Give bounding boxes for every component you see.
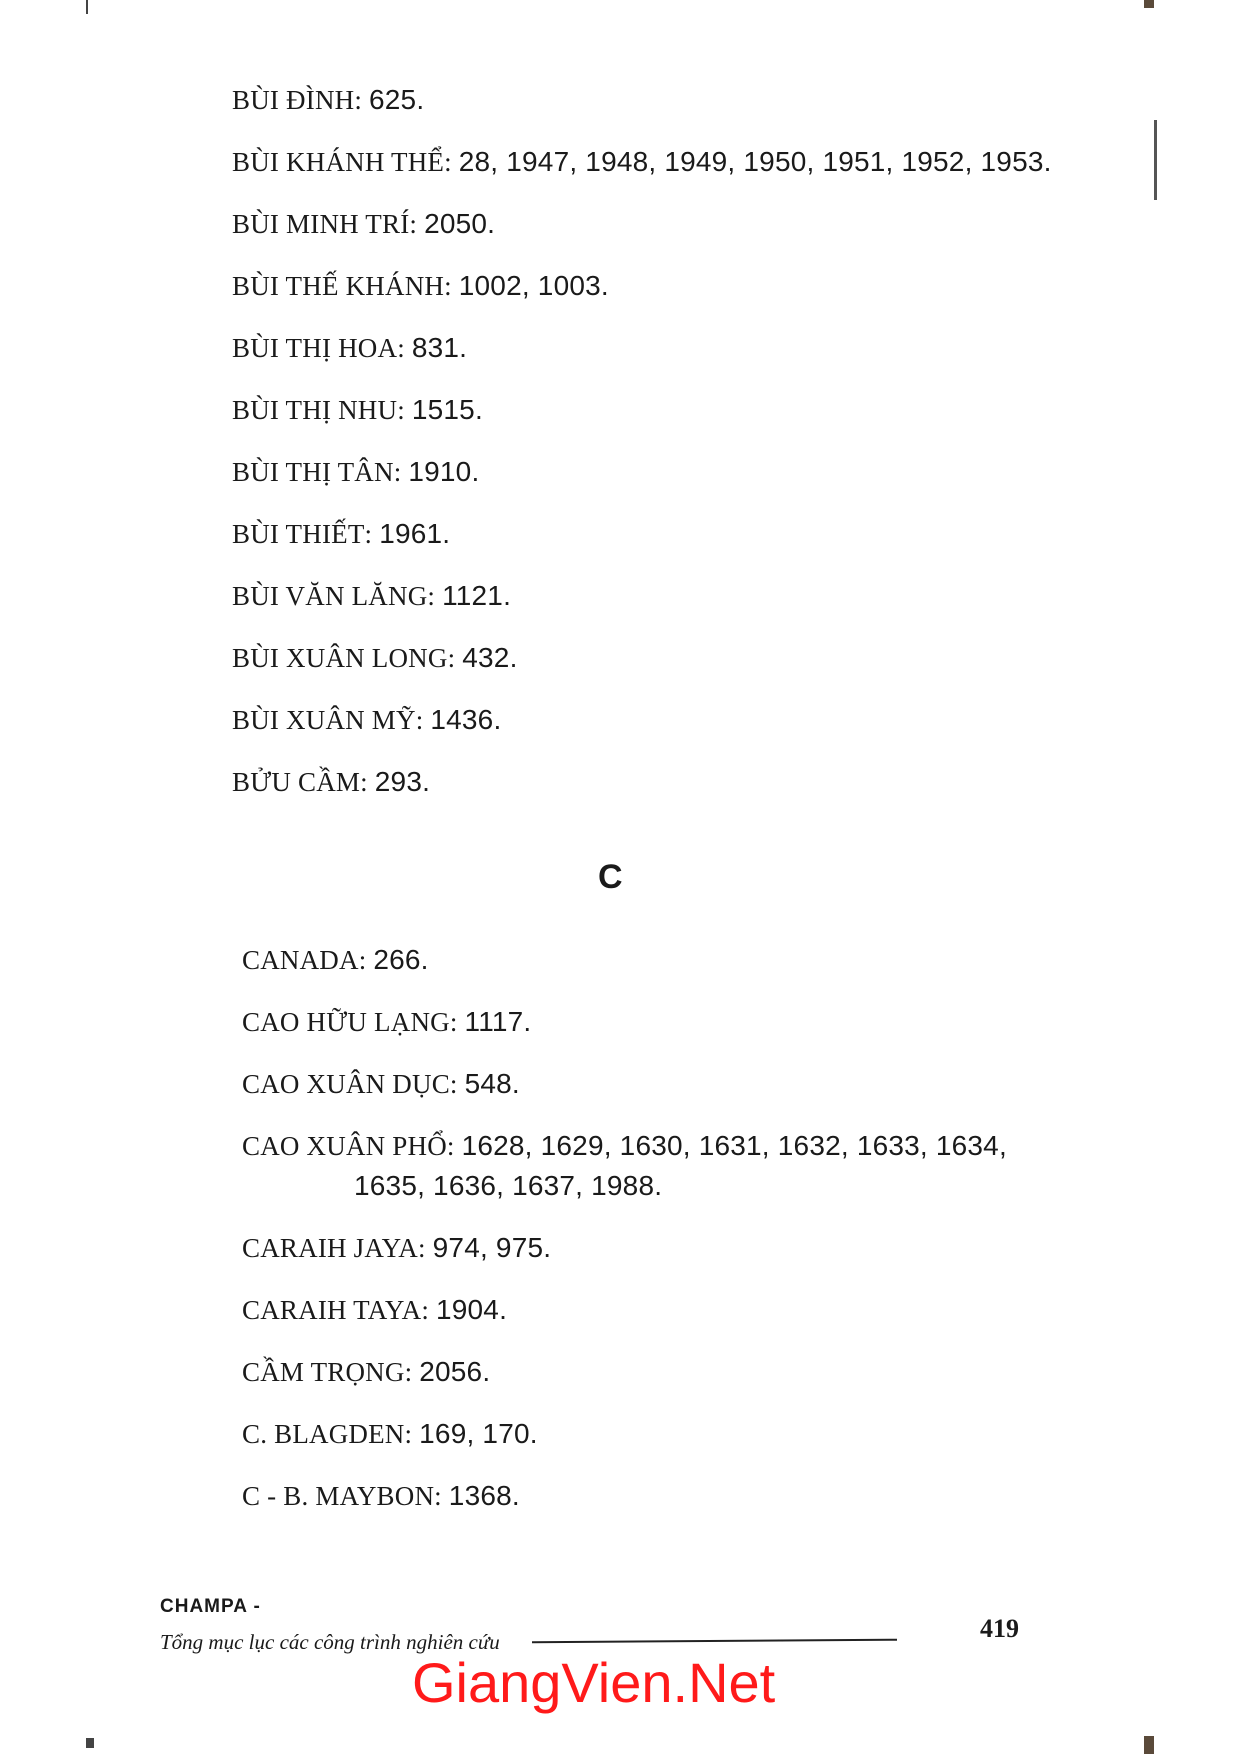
entry-refs: 1002, 1003. — [458, 270, 609, 301]
index-entry: BÙI MINH TRÍ: 2050. — [232, 208, 496, 239]
section-heading: C — [598, 858, 623, 896]
entry-refs: 432. — [462, 642, 518, 673]
index-entry: CAO XUÂN PHỔ: 1628, 1629, 1630, 1631, 1632, 1633, 1634, 1635, 1636, 1637, 1988. — [242, 1126, 1142, 1206]
entry-name: BÙI THIẾT — [232, 519, 365, 549]
entry-name: CAO XUÂN DỤC — [242, 1069, 450, 1099]
entry-refs: 2050. — [424, 208, 496, 239]
scan-edge-mark — [86, 1738, 94, 1748]
footer-book-title: CHAMPA - — [160, 1596, 261, 1617]
entry-refs: 831. — [411, 332, 468, 363]
entry-refs: 1961. — [379, 518, 451, 549]
scan-edge-mark — [1144, 0, 1154, 8]
entry-name: CANADA — [242, 945, 359, 975]
footer-book-subtitle: Tổng mục lục các công trình nghiên cứu — [160, 1630, 500, 1654]
entry-name: BÙI THỊ NHU — [232, 395, 398, 425]
scan-edge-mark — [1144, 1736, 1154, 1754]
entry-name: BÙI MINH TRÍ — [232, 209, 410, 239]
entry-refs: 1117. — [464, 1006, 532, 1037]
index-list-b — [232, 80, 1132, 824]
entry-refs: 293. — [374, 766, 431, 797]
index-entry: BÙI XUÂN LONG: 432. — [232, 642, 518, 673]
index-entry: BÙI THỊ TÂN: 1910. — [232, 456, 480, 487]
entry-name: BÙI THỊ TÂN — [232, 457, 394, 487]
entry-name: C - B. MAYBON — [242, 1481, 435, 1511]
watermark-text: GiangVien.Net — [412, 1651, 776, 1714]
footer-rule — [532, 1639, 897, 1644]
index-entry: BÙI KHÁNH THỂ: 28, 1947, 1948, 1949, 1950, 1951, 1952, 1953. — [232, 146, 1052, 177]
entry-refs: 1121. — [442, 580, 512, 611]
entry-refs: 625. — [369, 84, 425, 115]
entry-name: BÙI XUÂN LONG — [232, 643, 448, 673]
index-entry: BÙI THỊ HOA: 831. — [232, 332, 468, 363]
index-entry: BÙI VĂN LĂNG: 1121. — [232, 580, 512, 611]
index-entry: BỬU CẦM: 293. — [232, 766, 431, 797]
entry-refs: 1515. — [411, 394, 483, 425]
scan-edge-mark — [86, 0, 88, 14]
entry-name: BỬU CẦM — [232, 767, 361, 797]
index-entry: CAO HỮU LẠNG: 1117. — [242, 1006, 532, 1037]
entry-refs: 548. — [464, 1068, 520, 1099]
index-entry: BÙI THIẾT: 1961. — [232, 518, 451, 549]
entry-name: CARAIH TAYA — [242, 1295, 422, 1325]
index-entry: C - B. MAYBON: 1368. — [242, 1480, 520, 1511]
entry-refs: 974, 975. — [432, 1232, 552, 1263]
entry-name: CAO HỮU LẠNG — [242, 1007, 450, 1037]
index-entry: BÙI XUÂN MỸ: 1436. — [232, 704, 502, 735]
entry-refs: 169, 170. — [419, 1418, 538, 1449]
entry-name: BÙI XUÂN MỸ — [232, 705, 416, 735]
index-entry: CARAIH TAYA: 1904. — [242, 1294, 508, 1325]
entry-name: BÙI THỊ HOA — [232, 333, 398, 363]
entry-refs: 28, 1947, 1948, 1949, 1950, 1951, 1952, 1953. — [458, 146, 1052, 177]
entry-refs: 1436. — [430, 704, 502, 735]
index-entry: CAO XUÂN DỤC: 548. — [242, 1068, 520, 1099]
index-entry: BÙI THỊ NHU: 1515. — [232, 394, 483, 425]
page-number: 419 — [980, 1614, 1019, 1643]
entry-name: BÙI THẾ KHÁNH — [232, 271, 445, 301]
index-entry: CẦM TRỌNG: 2056. — [242, 1356, 491, 1387]
index-entry: BÙI ĐÌNH: 625. — [232, 84, 425, 115]
entry-name: CARAIH JAYA — [242, 1233, 418, 1263]
index-entry: C. BLAGDEN: 169, 170. — [242, 1418, 538, 1449]
entry-refs: 1628, 1629, 1630, 1631, 1632, 1633, 1634, — [461, 1130, 1007, 1161]
entry-refs: 1368. — [448, 1480, 520, 1511]
entry-refs: 266. — [373, 944, 429, 975]
entry-refs-continuation: 1635, 1636, 1637, 1988. — [354, 1170, 663, 1201]
entry-name: CẦM TRỌNG — [242, 1357, 405, 1387]
entry-refs: 2056. — [419, 1356, 491, 1387]
scan-edge-mark — [1154, 120, 1157, 200]
entry-name: BÙI VĂN LĂNG — [232, 581, 428, 611]
entry-refs: 1910. — [408, 456, 480, 487]
index-list-c — [242, 940, 1142, 1538]
index-entry: CANADA: 266. — [242, 944, 429, 975]
entry-refs: 1904. — [435, 1294, 508, 1325]
entry-name: CAO XUÂN PHỔ — [242, 1131, 447, 1161]
index-entry: BÙI THẾ KHÁNH: 1002, 1003. — [232, 270, 609, 301]
entry-name: BÙI KHÁNH THỂ — [232, 147, 445, 177]
entry-name: BÙI ĐÌNH — [232, 85, 355, 115]
index-entry: CARAIH JAYA: 974, 975. — [242, 1232, 552, 1263]
entry-name: C. BLAGDEN — [242, 1419, 405, 1449]
